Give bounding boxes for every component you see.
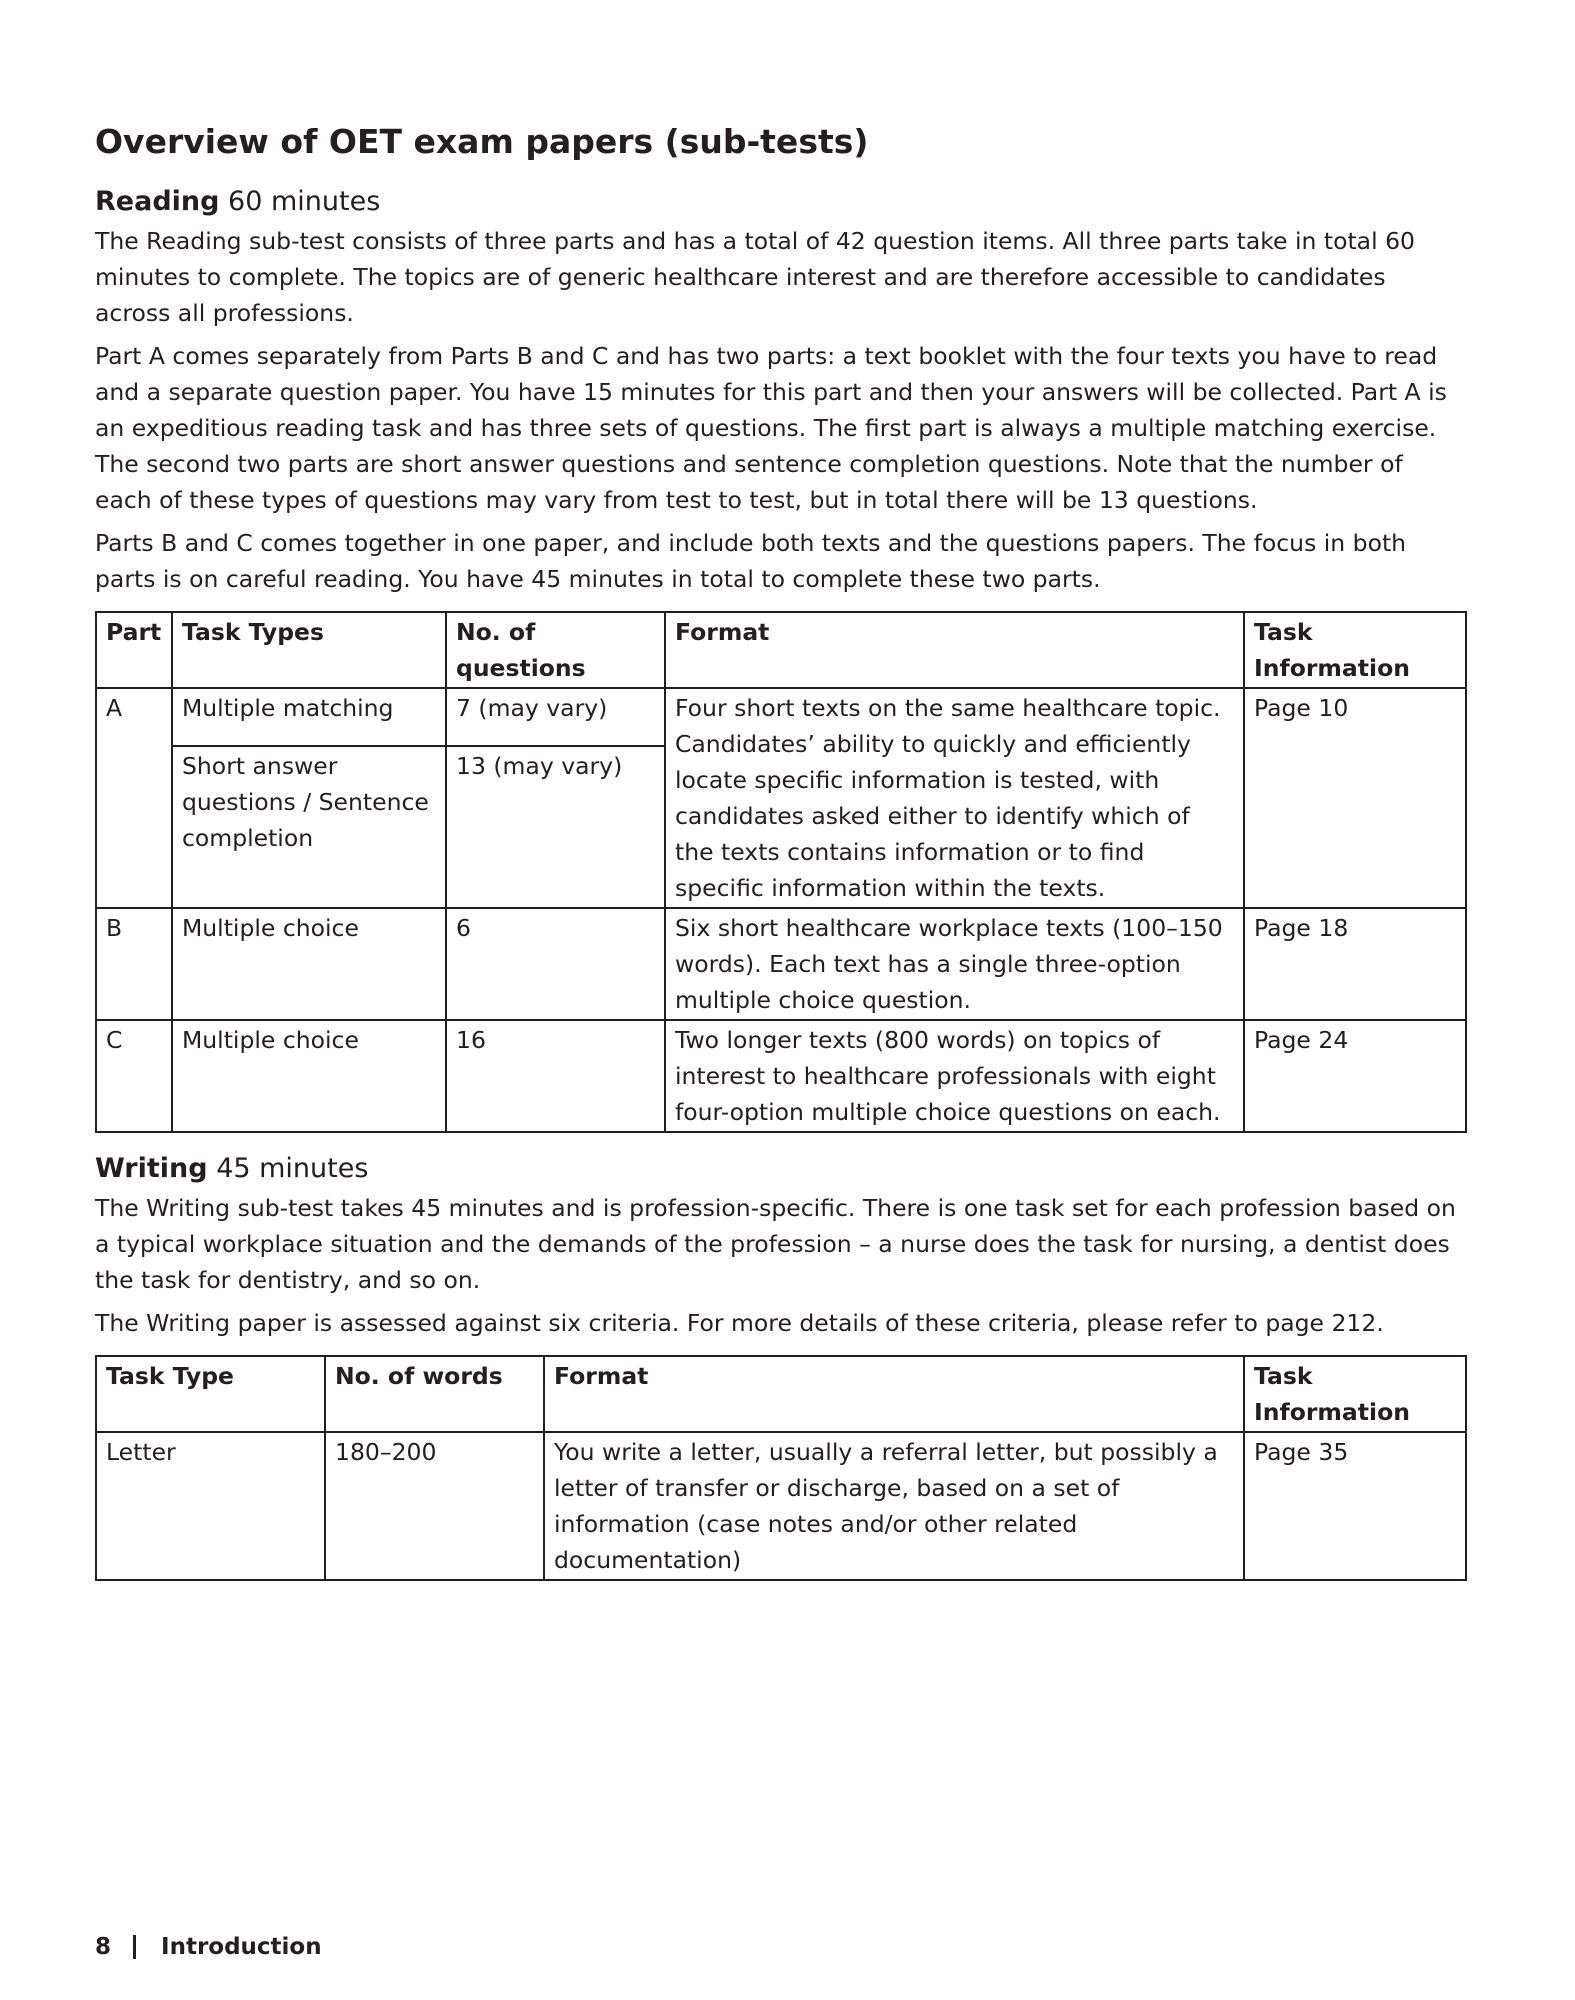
- part-cell: B: [96, 908, 172, 1020]
- writing-header-task-info: Task Information: [1244, 1356, 1466, 1432]
- writing-heading-label: Writing: [95, 1152, 208, 1184]
- reading-paragraph-3: Parts B and C comes together in one paper, and include both texts and the questions papers. The focus in both parts is on careful reading. You have 45 minutes in total to complete these two parts.: [95, 528, 1407, 593]
- task-info-cell: Page 35: [1244, 1432, 1466, 1580]
- writing-header-format: Format: [544, 1356, 1244, 1432]
- questions-cell: 16: [446, 1020, 665, 1132]
- table-row: [96, 908, 1466, 1020]
- reading-heading-label: Reading: [95, 185, 220, 217]
- page-content: [95, 122, 1465, 1599]
- words-cell: 180–200: [325, 1432, 544, 1580]
- questions-cell: 7 (may vary): [446, 688, 665, 746]
- questions-cell: 13 (may vary): [446, 746, 665, 908]
- reading-paragraph-1: The Reading sub-test consists of three parts and has a total of 42 question items. All three parts take in total 60 minutes to complete. The topics are of generic healthcare interest and are therefore accessible to candidates across all professions.: [95, 226, 1415, 327]
- writing-paragraph-2: The Writing paper is assessed against six criteria. For more details of these criteria, please refer to page 212.: [95, 1308, 1384, 1337]
- task-info-cell: Page 18: [1244, 908, 1466, 1020]
- footer-section: Introduction: [161, 1934, 322, 1960]
- questions-cell: 6: [446, 908, 665, 1020]
- reading-header-format: Format: [665, 612, 1244, 688]
- writing-heading: [95, 1151, 1465, 1186]
- writing-paragraph-1: The Writing sub-test takes 45 minutes and is profession-specific. There is one task set for each profession based on a typical workplace situation and the demands of the profession – a nurse does the task for nursing, a dentist does the task for dentistry, and so on.: [95, 1193, 1456, 1294]
- table-row: [96, 1020, 1466, 1132]
- table-row: [96, 688, 1466, 746]
- task-info-cell: Page 24: [1244, 1020, 1466, 1132]
- task-info-cell: Page 10: [1244, 688, 1466, 908]
- writing-duration: 45 minutes: [216, 1152, 369, 1184]
- writing-table-header-row: [96, 1356, 1466, 1432]
- writing-table: [95, 1355, 1467, 1581]
- task-type-cell: Multiple choice: [172, 908, 446, 1020]
- reading-header-questions: No. of questions: [446, 612, 665, 688]
- format-cell: Four short texts on the same healthcare topic. Candidates’ ability to quickly and efficiently locate specific information is tested, with candidates asked either to identify which of the texts contains information or to find specific information within the texts.: [665, 688, 1244, 908]
- reading-table-header-row: [96, 612, 1466, 688]
- reading-header-part: Part: [96, 612, 172, 688]
- footer-divider: [133, 1935, 136, 1959]
- task-type-cell: Letter: [96, 1432, 325, 1580]
- table-row: [96, 1432, 1466, 1580]
- format-cell: Two longer texts (800 words) on topics of interest to healthcare professionals with eight four-option multiple choice questions on each.: [665, 1020, 1244, 1132]
- task-type-cell: Short answer questions / Sentence completion: [172, 746, 446, 908]
- part-cell: C: [96, 1020, 172, 1132]
- page-number: 8: [95, 1934, 112, 1960]
- format-cell: You write a letter, usually a referral letter, but possibly a letter of transfer or discharge, based on a set of information (case notes and/or other related documentation): [544, 1432, 1244, 1580]
- reading-heading: [95, 184, 1465, 219]
- task-type-cell: Multiple matching: [172, 688, 446, 746]
- part-cell: A: [96, 688, 172, 908]
- reading-table: [95, 611, 1467, 1133]
- reading-header-task-info: Task Information: [1244, 612, 1466, 688]
- page-footer: [95, 1934, 322, 1960]
- writing-header-task-type: Task Type: [96, 1356, 325, 1432]
- task-type-cell: Multiple choice: [172, 1020, 446, 1132]
- page-title: Overview of OET exam papers (sub-tests): [95, 122, 869, 161]
- reading-header-task-types: Task Types: [172, 612, 446, 688]
- writing-header-words: No. of words: [325, 1356, 544, 1432]
- format-cell: Six short healthcare workplace texts (100–150 words). Each text has a single three-option multiple choice question.: [665, 908, 1244, 1020]
- reading-duration: 60 minutes: [228, 185, 381, 217]
- reading-paragraph-2: Part A comes separately from Parts B and C and has two parts: a text booklet with the four texts you have to read and a separate question paper. You have 15 minutes for this part and then your answers will be collected. Part A is an expeditious reading task and has three sets of questions. The first part is always a multiple matching exercise. The second two parts are short answer questions and sentence completion questions. Note that the number of each of these types of questions may vary from test to test, but in total there will be 13 questions.: [95, 341, 1447, 514]
